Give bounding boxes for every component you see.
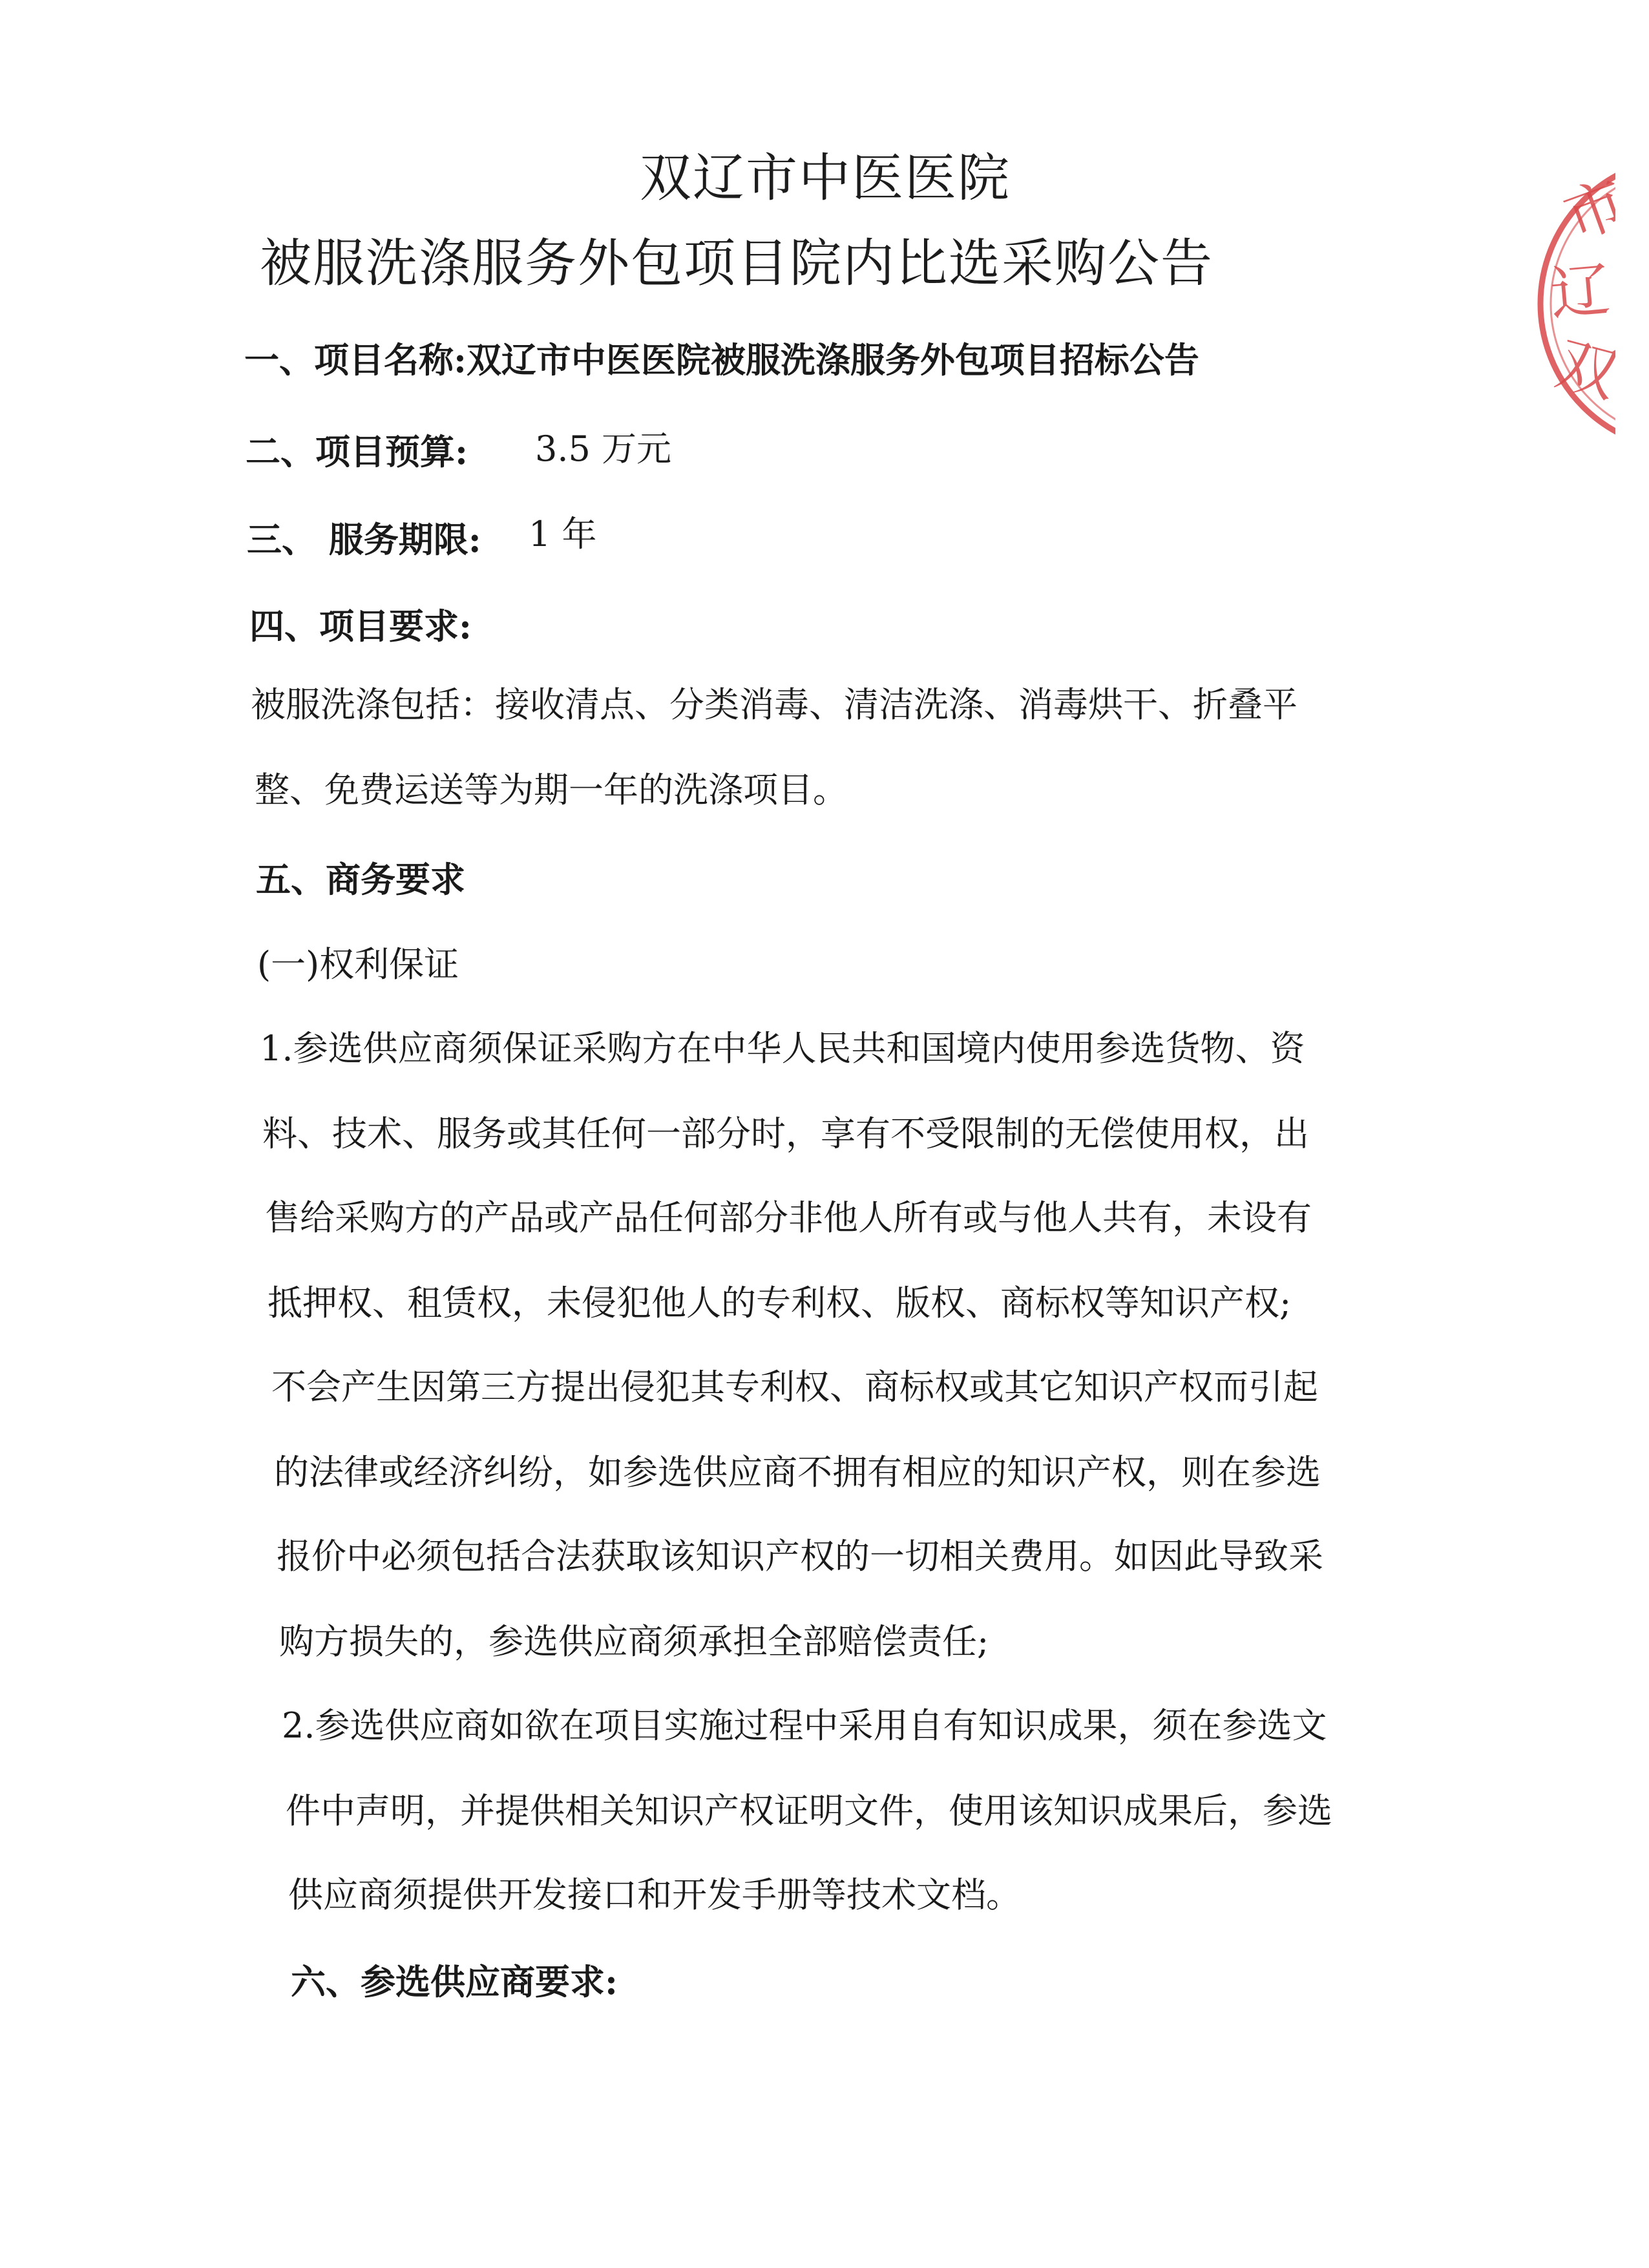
document-title-line-1: 双辽市中医医院 (640, 148, 1011, 208)
seal-graphic (1531, 149, 1635, 459)
para1-line-5: 不会产生因第三方提出侵犯其专利权、商标权或其它知识产权而引起 (271, 1367, 1318, 1407)
official-seal (1531, 149, 1635, 459)
project-name-label: 一、项目名称: (244, 339, 467, 381)
service-period-label: 三、 服务期限: (247, 519, 481, 560)
project-name-value: 双辽市中医医院被服洗涤服务外包项目招标公告 (466, 339, 1199, 381)
seal-char-3: 双 (1549, 329, 1625, 412)
business-requirements-heading: 五、商务要求 (256, 859, 465, 900)
para1-line-1: 1.参选供应商须保证采购方在中华人民共和国境内使用参选货物、资 (260, 1028, 1305, 1069)
requirements-text-line-2: 整、免费运送等为期一年的洗涤项目。 (255, 770, 848, 810)
para2-line-3: 供应商须提供开发接口和开发手册等技术文档。 (288, 1874, 1021, 1915)
service-period-value: 1 年 (529, 514, 597, 554)
para1-line-6: 的法律或经济纠纷，如参选供应商不拥有相应的知识产权，则在参选 (274, 1452, 1321, 1493)
document-title-line-2: 被服洗涤服务外包项目院内比选采购公告 (260, 233, 1213, 293)
requirements-text-line-1: 被服洗涤包括：接收清点、分类消毒、清洁洗涤、消毒烘干、折叠平 (251, 684, 1297, 725)
project-budget-label: 二、项目预算: (246, 431, 468, 472)
project-name-row (244, 339, 1199, 381)
seal-char-1: 市 (1555, 167, 1635, 253)
rights-guarantee-subheading: (一)权利保证 (257, 944, 459, 985)
supplier-requirements-heading: 六、参选供应商要求: (291, 1961, 618, 2002)
para1-line-4: 抵押权、租赁权，未侵犯他人的专利权、版权、商标权等知识产权; (268, 1283, 1292, 1323)
para1-line-7: 报价中必须包括合法获取该知识产权的一切相关费用。如因此导致采 (277, 1536, 1323, 1577)
project-requirements-heading: 四、项目要求: (249, 605, 472, 647)
seal-char-2: 辽 (1547, 255, 1613, 330)
para2-line-1: 2.参选供应商如欲在项目实施过程中采用自有知识成果，须在参选文 (282, 1705, 1327, 1746)
project-budget-row (246, 431, 468, 472)
para1-line-3: 售给采购方的产品或产品任何部分非他人所有或与他人共有，未设有 (265, 1197, 1312, 1238)
para1-line-2: 料、技术、服务或其任何一部分时，享有不受限制的无偿使用权，出 (262, 1113, 1309, 1154)
project-budget-value: 3.5 万元 (535, 428, 672, 469)
para1-line-8: 购方损失的，参选供应商须承担全部赔偿责任; (279, 1621, 989, 1662)
para2-line-2: 件中声明，并提供相关知识产权证明文件，使用该知识成果后，参选 (286, 1790, 1332, 1831)
